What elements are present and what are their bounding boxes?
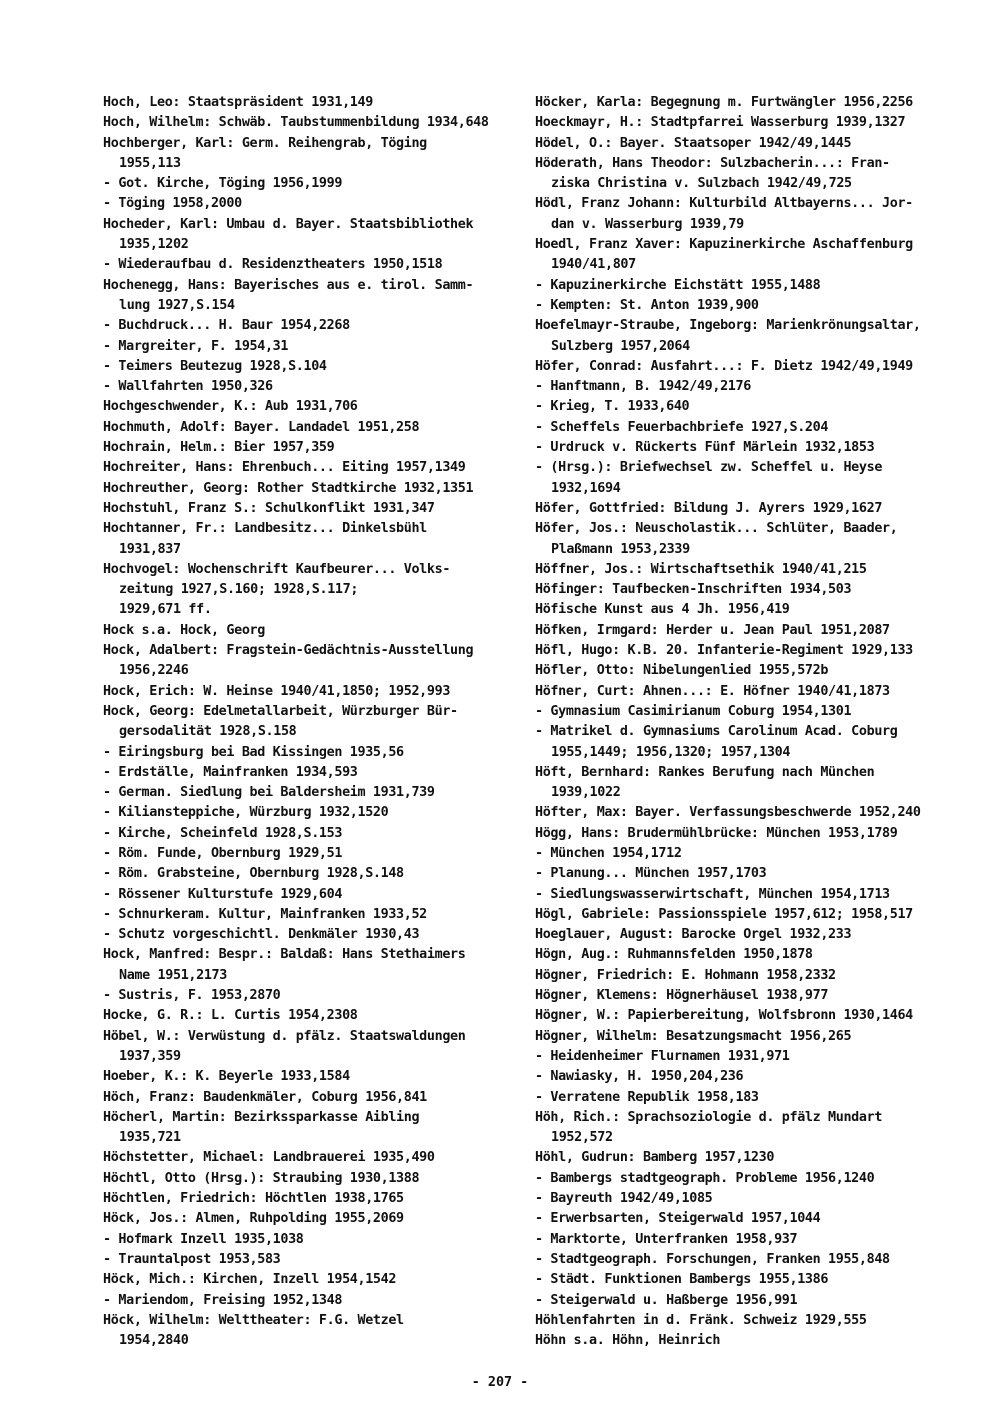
left-column: [103, 93, 523, 1351]
index-entry-line: - Kiliansteppiche, Würzburg 1932,1520: [103, 805, 389, 821]
index-entry-line: Hocke, G. R.: L. Curtis 1954,2308: [103, 1008, 358, 1024]
index-entry-line: - Schnurkeram. Kultur, Mainfranken 1933,52: [103, 906, 427, 922]
index-entry-line: Höchstetter, Michael: Landbrauerei 1935,490: [103, 1150, 435, 1166]
index-entry-line: - Krieg, T. 1933,640: [535, 399, 690, 415]
index-entry-line: Högner, W.: Papierbereitung, Wolfsbronn 1930,1464: [535, 1008, 913, 1024]
index-entry-line: - Buchdruck... H. Baur 1954,2268: [103, 318, 350, 334]
index-entry-line: - Röm. Funde, Obernburg 1929,51: [103, 845, 343, 861]
index-entry-line: gersodalität 1928,S.158: [119, 724, 297, 740]
index-entry-line: Hochenegg, Hans: Bayerisches aus e. tirol. Samm-: [103, 277, 474, 293]
index-entry-line: Hock, Georg: Edelmetallarbeit, Würzburger Bür-: [103, 703, 458, 719]
index-entry-line: - Planung... München 1957,1703: [535, 866, 767, 882]
index-entry-line: - Verratene Republik 1958,183: [535, 1089, 759, 1105]
index-entry-line: Hoeglauer, August: Barocke Orgel 1932,233: [535, 927, 852, 943]
index-entry-line: 1952,572: [551, 1130, 613, 1146]
index-entry-line: 1932,1694: [551, 480, 621, 496]
index-entry-line: - Eiringsburg bei Bad Kissingen 1935,56: [103, 744, 404, 760]
index-entry-line: Hochberger, Karl: Germ. Reihengrab, Töging: [103, 135, 427, 151]
index-entry-line: - Stadtgeograph. Forschungen, Franken 1955,848: [535, 1251, 890, 1267]
index-entry-line: Höfken, Irmgard: Herder u. Jean Paul 1951,2087: [535, 622, 890, 638]
index-entry-line: Höck, Jos.: Almen, Ruhpolding 1955,2069: [103, 1211, 404, 1227]
page-number: - 207 -: [471, 1375, 529, 1390]
index-entry-line: Höck, Mich.: Kirchen, Inzell 1954,1542: [103, 1272, 397, 1288]
index-entry-line: Sulzberg 1957,2064: [551, 338, 690, 354]
index-entry-line: Hoeckmayr, H.: Stadtpfarrei Wasserburg 1939,1327: [535, 115, 906, 131]
index-entry-line: - Erwerbsarten, Steigerwald 1957,1044: [535, 1211, 821, 1227]
index-entry-line: Hochtanner, Fr.: Landbesitz... Dinkelsbühl: [103, 521, 427, 537]
index-entry-line: Höfische Kunst aus 4 Jh. 1956,419: [535, 602, 790, 618]
index-entry-line: Hochreiter, Hans: Ehrenbuch... Eiting 1957,1349: [103, 460, 466, 476]
index-entry-line: Hoefelmayr-Straube, Ingeborg: Marienkrönungsaltar,: [535, 318, 921, 334]
index-entry-line: - Rössener Kulturstufe 1929,604: [103, 886, 343, 902]
index-entry-line: Högner, Friedrich: E. Hohmann 1958,2332: [535, 967, 836, 983]
index-entry-line: - Scheffels Feuerbachbriefe 1927,S.204: [535, 419, 829, 435]
index-entry-line: Höbel, W.: Verwüstung d. pfälz. Staatswaldungen: [103, 1028, 466, 1044]
index-entry-line: - Nawiasky, H. 1950,204,236: [535, 1069, 744, 1085]
index-entry-line: dan v. Wasserburg 1939,79: [551, 216, 744, 232]
index-entry-line: lung 1927,S.154: [119, 297, 235, 313]
index-entry-line: Höfinger: Taufbecken-Inschriften 1934,503: [535, 582, 852, 598]
index-entry-line: - Bayreuth 1942/49,1085: [535, 1191, 713, 1207]
index-entry-line: - Kempten: St. Anton 1939,900: [535, 297, 759, 313]
index-entry-line: Höcker, Karla: Begegnung m. Furtwängler 1956,2256: [535, 95, 913, 110]
index-entry-line: Hock, Manfred: Bespr.: Baldaß: Hans Stethaimers: [103, 947, 466, 963]
index-entry-line: 1955,113: [119, 155, 181, 171]
index-entry-line: Höck, Wilhelm: Welttheater: F.G. Wetzel: [103, 1312, 404, 1328]
index-entry-line: Höcherl, Martin: Bezirkssparkasse Aibling: [103, 1109, 420, 1125]
index-entry-line: Höfer, Conrad: Ausfahrt...: F. Dietz 1942/49,1949: [535, 358, 913, 374]
index-entry-line: Höderath, Hans Theodor: Sulzbacherin...: Fran-: [535, 155, 890, 171]
index-entry-line: Höhl, Gudrun: Bamberg 1957,1230: [535, 1150, 775, 1166]
index-entry-line: - München 1954,1712: [535, 845, 682, 861]
index-entry-line: - Töging 1958,2000: [103, 196, 242, 212]
index-entry-line: Höfter, Max: Bayer. Verfassungsbeschwerde 1952,240: [535, 805, 921, 821]
index-entry-line: 1937,359: [119, 1048, 181, 1064]
index-entry-line: Hoch, Leo: Staatspräsident 1931,149: [103, 95, 373, 110]
index-entry-line: 1955,1449; 1956,1320; 1957,1304: [551, 744, 791, 760]
index-entry-line: Hock, Erich: W. Heinse 1940/41,1850; 1952,993: [103, 683, 451, 699]
index-entry-line: Hödel, O.: Bayer. Staatsoper 1942/49,1445: [535, 135, 852, 151]
index-entry-line: Hochmuth, Adolf: Bayer. Landadel 1951,258: [103, 419, 420, 435]
index-entry-line: - Urdruck v. Rückerts Fünf Märlein 1932,1853: [535, 440, 875, 456]
index-entry-line: - Trauntalpost 1953,583: [103, 1251, 281, 1267]
index-entry-line: - Röm. Grabsteine, Obernburg 1928,S.148: [103, 866, 404, 882]
index-entry-line: - Erdställe, Mainfranken 1934,593: [103, 764, 358, 780]
index-entry-line: Hoch, Wilhelm: Schwäb. Taubstummenbildung 1934,648: [103, 115, 489, 131]
index-entry-line: zeitung 1927,S.160; 1928,S.117;: [119, 582, 359, 598]
index-entry-line: - Marktorte, Unterfranken 1958,937: [535, 1231, 798, 1247]
index-entry-line: Höhlenfahrten in d. Fränk. Schweiz 1929,555: [535, 1312, 867, 1328]
index-entry-line: Höffner, Jos.: Wirtschaftsethik 1940/41,215: [535, 561, 867, 577]
index-entry-line: - Schutz vorgeschichtl. Denkmäler 1930,43: [103, 927, 420, 943]
index-entry-line: - Wallfahrten 1950,326: [103, 379, 273, 395]
index-entry-line: Hochgeschwender, K.: Aub 1931,706: [103, 399, 358, 415]
index-entry-line: - Kapuzinerkirche Eichstätt 1955,1488: [535, 277, 821, 293]
index-entry-line: Högn, Aug.: Ruhmannsfelden 1950,1878: [535, 947, 813, 963]
index-entry-line: Höchtl, Otto (Hrsg.): Straubing 1930,1388: [103, 1170, 420, 1186]
index-entry-line: Högner, Wilhelm: Besatzungsmacht 1956,265: [535, 1028, 852, 1044]
index-entry-line: Hocheder, Karl: Umbau d. Bayer. Staatsbibliothek: [103, 216, 474, 232]
index-entry-line: 1956,2246: [119, 663, 189, 679]
index-entry-line: Hock s.a. Hock, Georg: [103, 622, 265, 638]
index-entry-line: Höfer, Jos.: Neuscholastik... Schlüter, Baader,: [535, 521, 898, 537]
index-entry-line: Höfner, Curt: Ahnen...: E. Höfner 1940/41,1873: [535, 683, 890, 699]
index-entry-line: Höft, Bernhard: Rankes Berufung nach München: [535, 764, 875, 780]
index-entry-line: 1935,721: [119, 1130, 181, 1146]
index-entry-line: - Sustris, F. 1953,2870: [103, 988, 281, 1004]
index-entry-line: 1931,837: [119, 541, 181, 557]
index-entry-line: - Teimers Beutezug 1928,S.104: [103, 358, 327, 374]
index-entry-line: - Margreiter, F. 1954,31: [103, 338, 289, 354]
index-entry-line: - Siedlungswasserwirtschaft, München 1954,1713: [535, 886, 890, 902]
index-entry-line: - Wiederaufbau d. Residenztheaters 1950,1518: [103, 257, 443, 273]
index-entry-line: Plaßmann 1953,2339: [551, 541, 690, 557]
index-entry-line: Höchtlen, Friedrich: Höchtlen 1938,1765: [103, 1191, 404, 1207]
index-entry-line: Höfer, Gottfried: Bildung J. Ayrers 1929,1627: [535, 500, 883, 516]
index-entry-line: 1935,1202: [119, 237, 189, 253]
index-entry-line: Högner, Klemens: Högnerhäusel 1938,977: [535, 988, 829, 1004]
index-entry-line: Höhn s.a. Höhn, Heinrich: [535, 1333, 721, 1349]
index-entry-line: Höch, Franz: Baudenkmäler, Coburg 1956,841: [103, 1089, 427, 1105]
index-entry-line: - Hanftmann, B. 1942/49,2176: [535, 379, 751, 395]
index-entry-line: Hochrain, Helm.: Bier 1957,359: [103, 440, 335, 456]
index-entry-line: - (Hrsg.): Briefwechsel zw. Scheffel u. Heyse: [535, 460, 883, 476]
index-entry-line: Högl, Gabriele: Passionsspiele 1957,612; 1958,517: [535, 906, 913, 922]
index-entry-line: Hochvogel: Wochenschrift Kaufbeurer... Volks-: [103, 561, 451, 577]
index-entry-line: - Steigerwald u. Haßberge 1956,991: [535, 1292, 798, 1308]
index-entry-line: Höfler, Otto: Nibelungenlied 1955,572b: [535, 663, 829, 679]
index-entry-line: - Got. Kirche, Töging 1956,1999: [103, 176, 343, 192]
index-entry-line: - Gymnasium Casimirianum Coburg 1954,1301: [535, 703, 852, 719]
index-entry-line: Höfl, Hugo: K.B. 20. Infanterie-Regiment 1929,133: [535, 643, 913, 659]
index-entry-line: - Hofmark Inzell 1935,1038: [103, 1231, 304, 1247]
index-entry-line: 1954,2840: [119, 1333, 189, 1349]
index-entry-line: 1940/41,807: [551, 257, 636, 273]
index-entry-line: - Kirche, Scheinfeld 1928,S.153: [103, 825, 343, 841]
index-entry-line: Höh, Rich.: Sprachsoziologie d. pfälz Mundart: [535, 1109, 883, 1125]
index-entry-line: Hödl, Franz Johann: Kulturbild Altbayerns... Jor-: [535, 196, 913, 212]
index-entry-line: Hoeber, K.: K. Beyerle 1933,1584: [103, 1069, 350, 1085]
index-entry-line: - Städt. Funktionen Bambergs 1955,1386: [535, 1272, 829, 1288]
index-entry-line: Hochstuhl, Franz S.: Schulkonflikt 1931,347: [103, 500, 435, 516]
index-entry-line: - Mariendom, Freising 1952,1348: [103, 1292, 343, 1308]
index-entry-line: 1939,1022: [551, 785, 621, 801]
index-entry-line: - Heidenheimer Flurnamen 1931,971: [535, 1048, 790, 1064]
right-column: [535, 93, 955, 1351]
index-entry-line: Högg, Hans: Brudermühlbrücke: München 1953,1789: [535, 825, 898, 841]
index-entry-line: ziska Christina v. Sulzbach 1942/49,725: [551, 176, 852, 192]
index-entry-line: 1929,671 ff.: [119, 602, 212, 618]
index-entry-line: Name 1951,2173: [119, 967, 227, 983]
index-entry-line: Hoedl, Franz Xaver: Kapuzinerkirche Aschaffenburg: [535, 237, 913, 253]
index-entry-line: - Bambergs stadtgeograph. Probleme 1956,1240: [535, 1170, 875, 1186]
index-entry-line: Hochreuther, Georg: Rother Stadtkirche 1932,1351: [103, 480, 474, 496]
index-entry-line: - German. Siedlung bei Baldersheim 1931,739: [103, 785, 435, 801]
index-entry-line: Hock, Adalbert: Fragstein-Gedächtnis-Ausstellung: [103, 643, 474, 659]
index-entry-line: - Matrikel d. Gymnasiums Carolinum Acad. Coburg: [535, 724, 898, 740]
